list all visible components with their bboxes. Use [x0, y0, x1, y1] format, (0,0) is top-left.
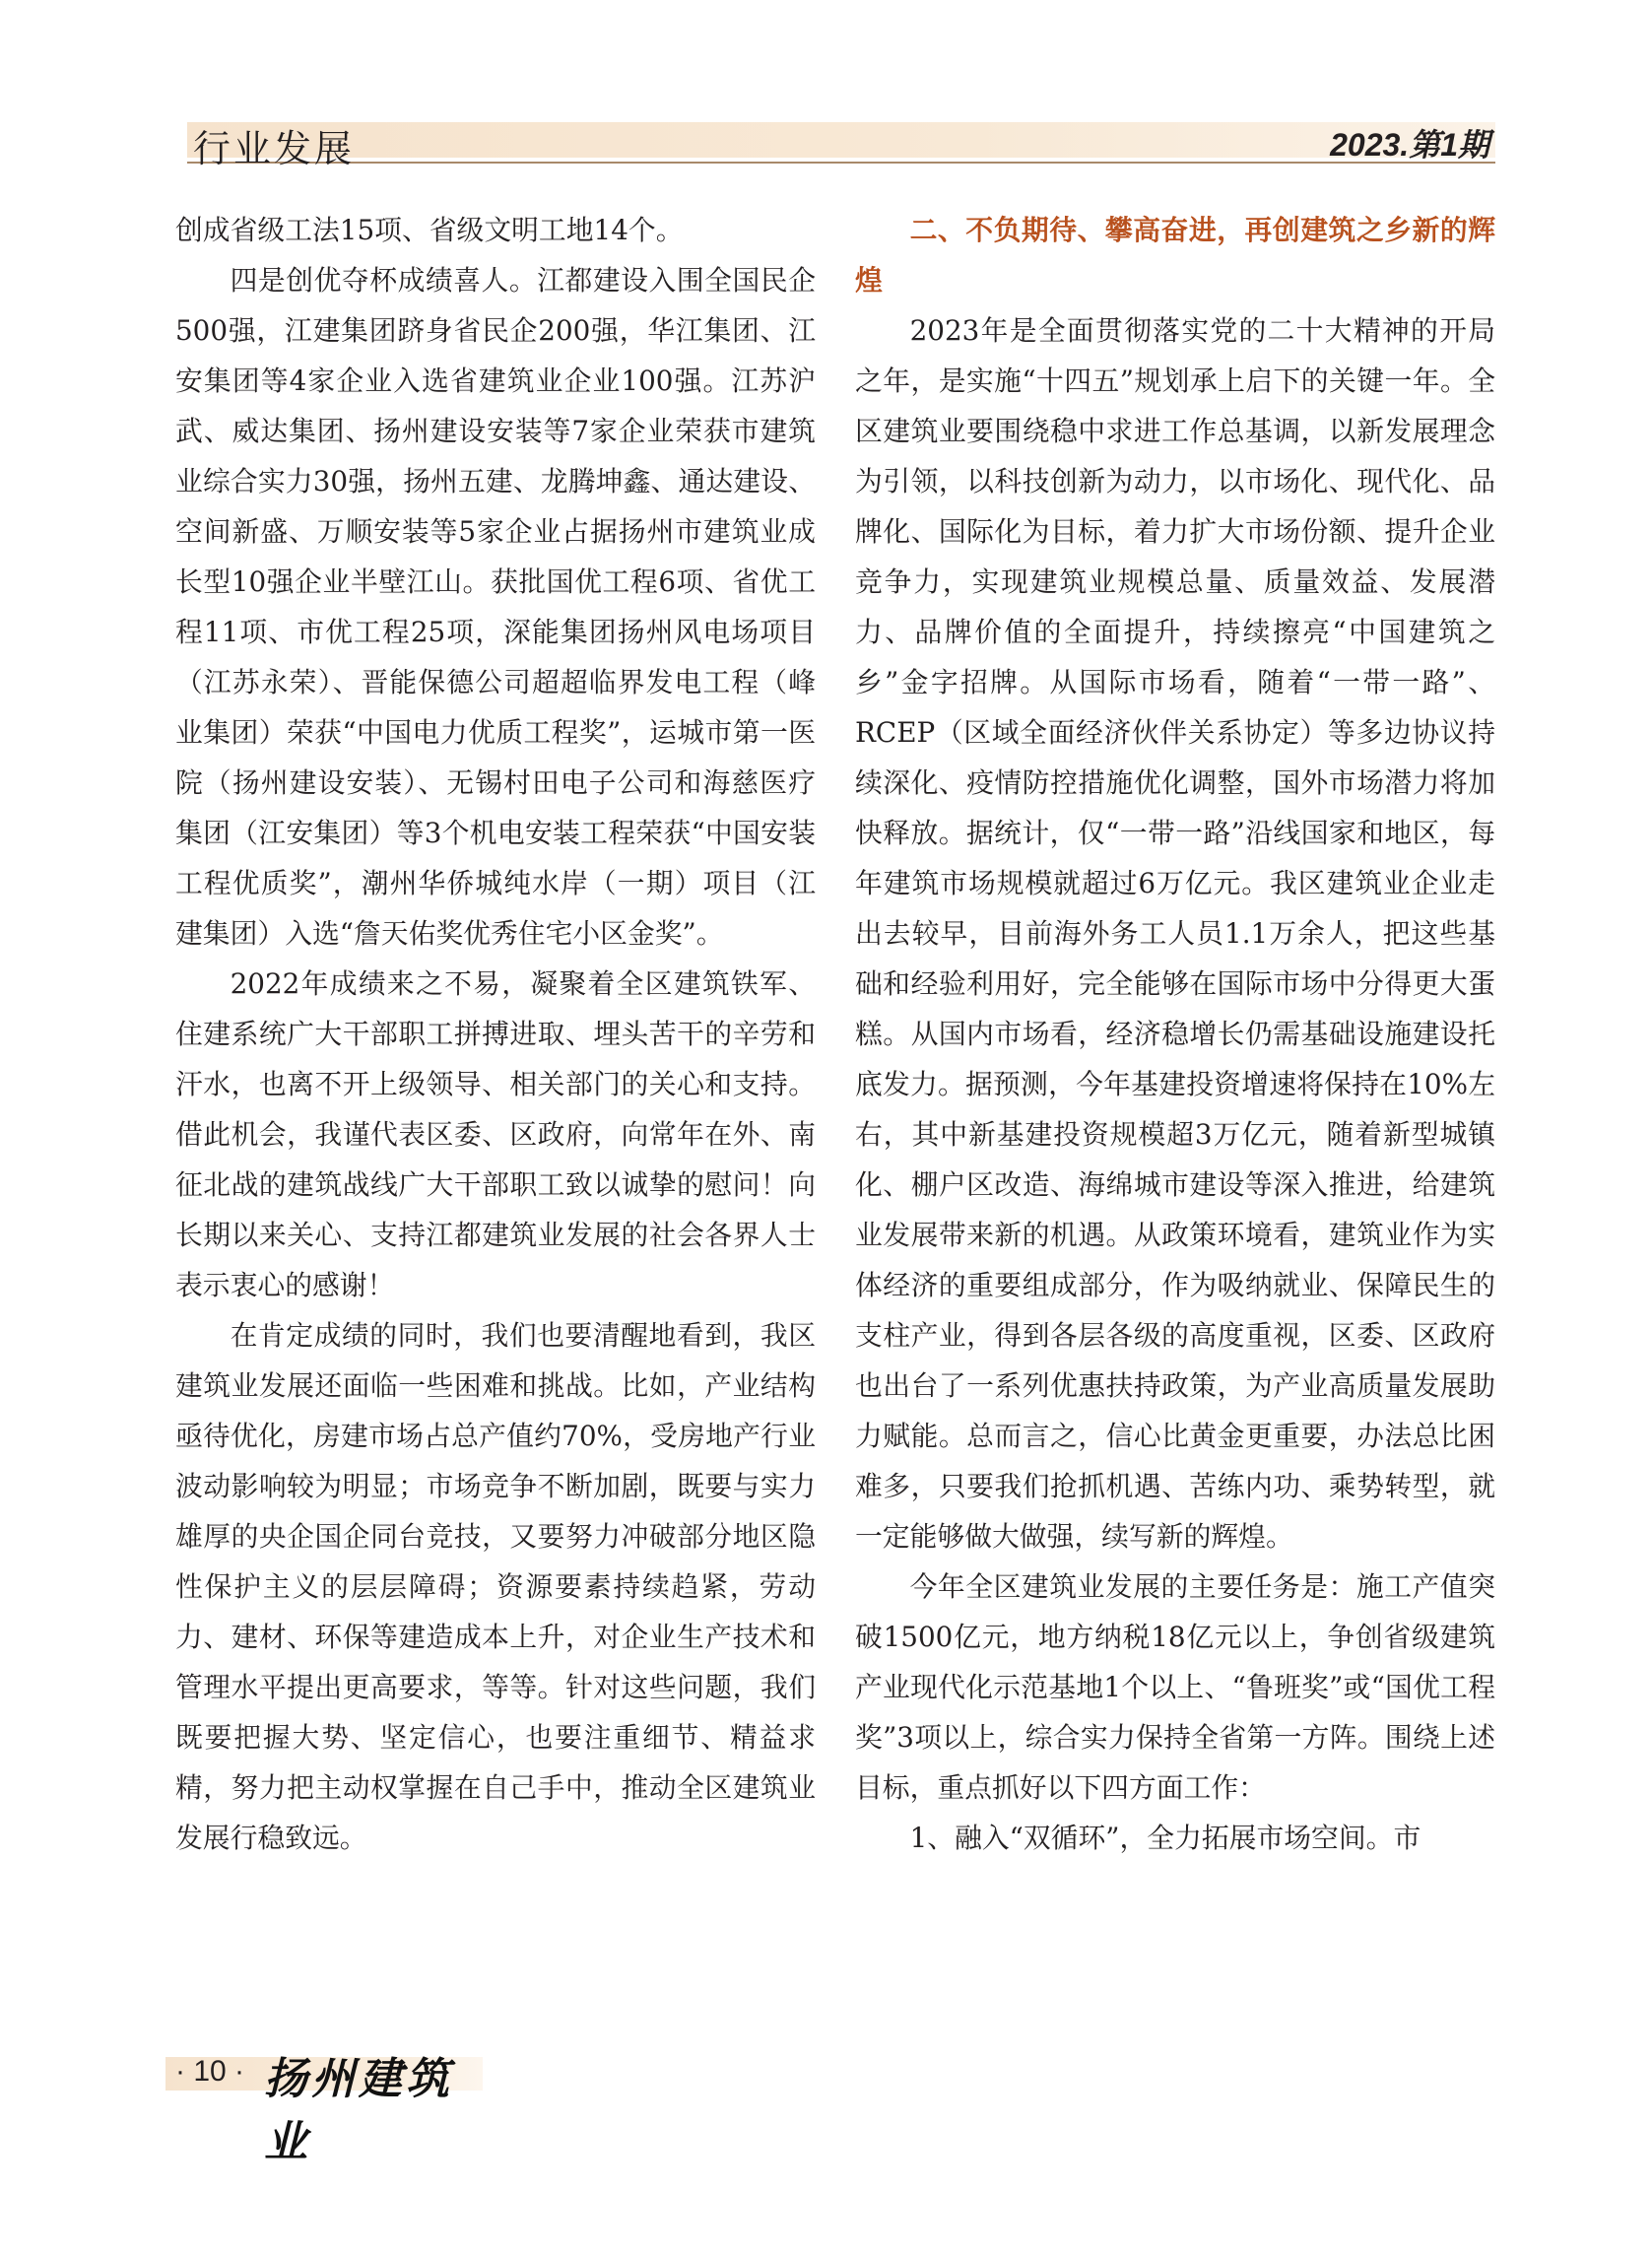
- paragraph: 四是创优夺杯成绩喜人。江都建设入围全国民企500强，江建集团跻身省民企200强，华江集团、江安集团等4家企业入选省建筑业企业100强。江苏沪武、威达集团、扬州建设安装等7家企业荣获市建筑业综合实力30强，扬州五建、龙腾坤鑫、通达建设、空间新盛、万顺安装等5家企业占据扬州市建筑业成长型10强企业半壁江山。获批国优工程6项、省优工程11项、市优工程25项，深能集团扬州风电场项目（江苏永荣）、晋能保德公司超超临界发电工程（峰业集团）荣获“中国电力优质工程奖”，运城市第一医院（扬州建设安装）、无锡村田电子公司和海慈医疗集团（江安集团）等3个机电安装工程荣获“中国安装工程优质奖”，潮州华侨城纯水岸（一期）项目（江建集团）入选“詹天佑奖优秀住宅小区金奖”。: [175, 264, 816, 950]
- left-column: [175, 205, 816, 1863]
- issue-label: 2023.第1期: [1330, 127, 1489, 163]
- right-column: [855, 205, 1495, 1863]
- section-title: 行业发展: [193, 127, 356, 170]
- section-heading: 二、不负期待、攀高奋进，再创建筑之乡新的辉煌: [855, 214, 1495, 297]
- paragraph: 今年全区建筑业发展的主要任务是：施工产值突破1500亿元，地方纳税18亿元以上，争创省级建筑产业现代化示范基地1个以上、“鲁班奖”或“国优工程奖”3项以上，综合实力保持全省第一方阵。围绕上述目标，重点抓好以下四方面工作：: [855, 1570, 1495, 1804]
- paragraph: 1、融入“双循环”，全力拓展市场空间。市: [909, 1822, 1421, 1854]
- page-number: · 10 ·: [175, 2055, 245, 2088]
- header-band: [187, 122, 1495, 158]
- page-footer: [165, 2051, 483, 2167]
- header-rule: [187, 162, 1495, 164]
- magazine-title-logo: 扬州建筑业: [264, 2054, 453, 2167]
- paragraph: 2022年成绩来之不易，凝聚着全区建筑铁军、住建系统广大干部职工拼搏进取、埋头苦干的辛劳和汗水，也离不开上级领导、相关部门的关心和支持。借此机会，我谨代表区委、区政府，向常年在外、南征北战的建筑战线广大干部职工致以诚挚的慰问！向长期以来关心、支持江都建筑业发展的社会各界人士表示衷心的感谢！: [175, 967, 816, 1301]
- paragraph: 创成省级工法15项、省级文明工地14个。: [175, 214, 684, 246]
- paragraph: 2023年是全面贯彻落实党的二十大精神的开局之年，是实施“十四五”规划承上启下的关键一年。全区建筑业要围绕稳中求进工作总基调，以新发展理念为引领，以科技创新为动力，以市场化、现代化、品牌化、国际化为目标，着力扩大市场份额、提升企业竞争力，实现建筑业规模总量、质量效益、发展潜力、品牌价值的全面提升，持续擦亮“中国建筑之乡”金字招牌。从国际市场看，随着“一带一路”、RCEP（区域全面经济伙伴关系协定）等多边协议持续深化、疫情防控措施优化调整，国外市场潜力将加快释放。据统计，仅“一带一路”沿线国家和地区，每年建筑市场规模就超过6万亿元。我区建筑业企业走出去较早，目前海外务工人员1.1万余人，把这些基础和经验利用好，完全能够在国际市场中分得更大蛋糕。从国内市场看，经济稳增长仍需基础设施建设托底发力。据预测，今年基建投资增速将保持在10%左右，其中新基建投资规模超3万亿元，随着新型城镇化、棚户区改造、海绵城市建设等深入推进，给建筑业发展带来新的机遇。从政策环境看，建筑业作为实体经济的重要组成部分，作为吸纳就业、保障民生的支柱产业，得到各层各级的高度重视，区委、区政府也出台了一系列优惠扶持政策，为产业高质量发展助力赋能。总而言之，信心比黄金更重要，办法总比困难多，只要我们抢抓机遇、苦练内功、乘势转型，就一定能够做大做强，续写新的辉煌。: [855, 314, 1495, 1553]
- page-header: [187, 122, 1495, 170]
- paragraph: 在肯定成绩的同时，我们也要清醒地看到，我区建筑业发展还面临一些困难和挑战。比如，产业结构亟待优化，房建市场占总产值约70%，受房地产行业波动影响较为明显；市场竞争不断加剧，既要与实力雄厚的央企国企同台竞技，又要努力冲破部分地区隐性保护主义的层层障碍；资源要素持续趋紧，劳动力、建材、环保等建造成本上升，对企业生产技术和管理水平提出更高要求，等等。针对这些问题，我们既要把握大势、坚定信心，也要注重细节、精益求精，努力把主动权掌握在自己手中，推动全区建筑业发展行稳致远。: [175, 1319, 816, 1854]
